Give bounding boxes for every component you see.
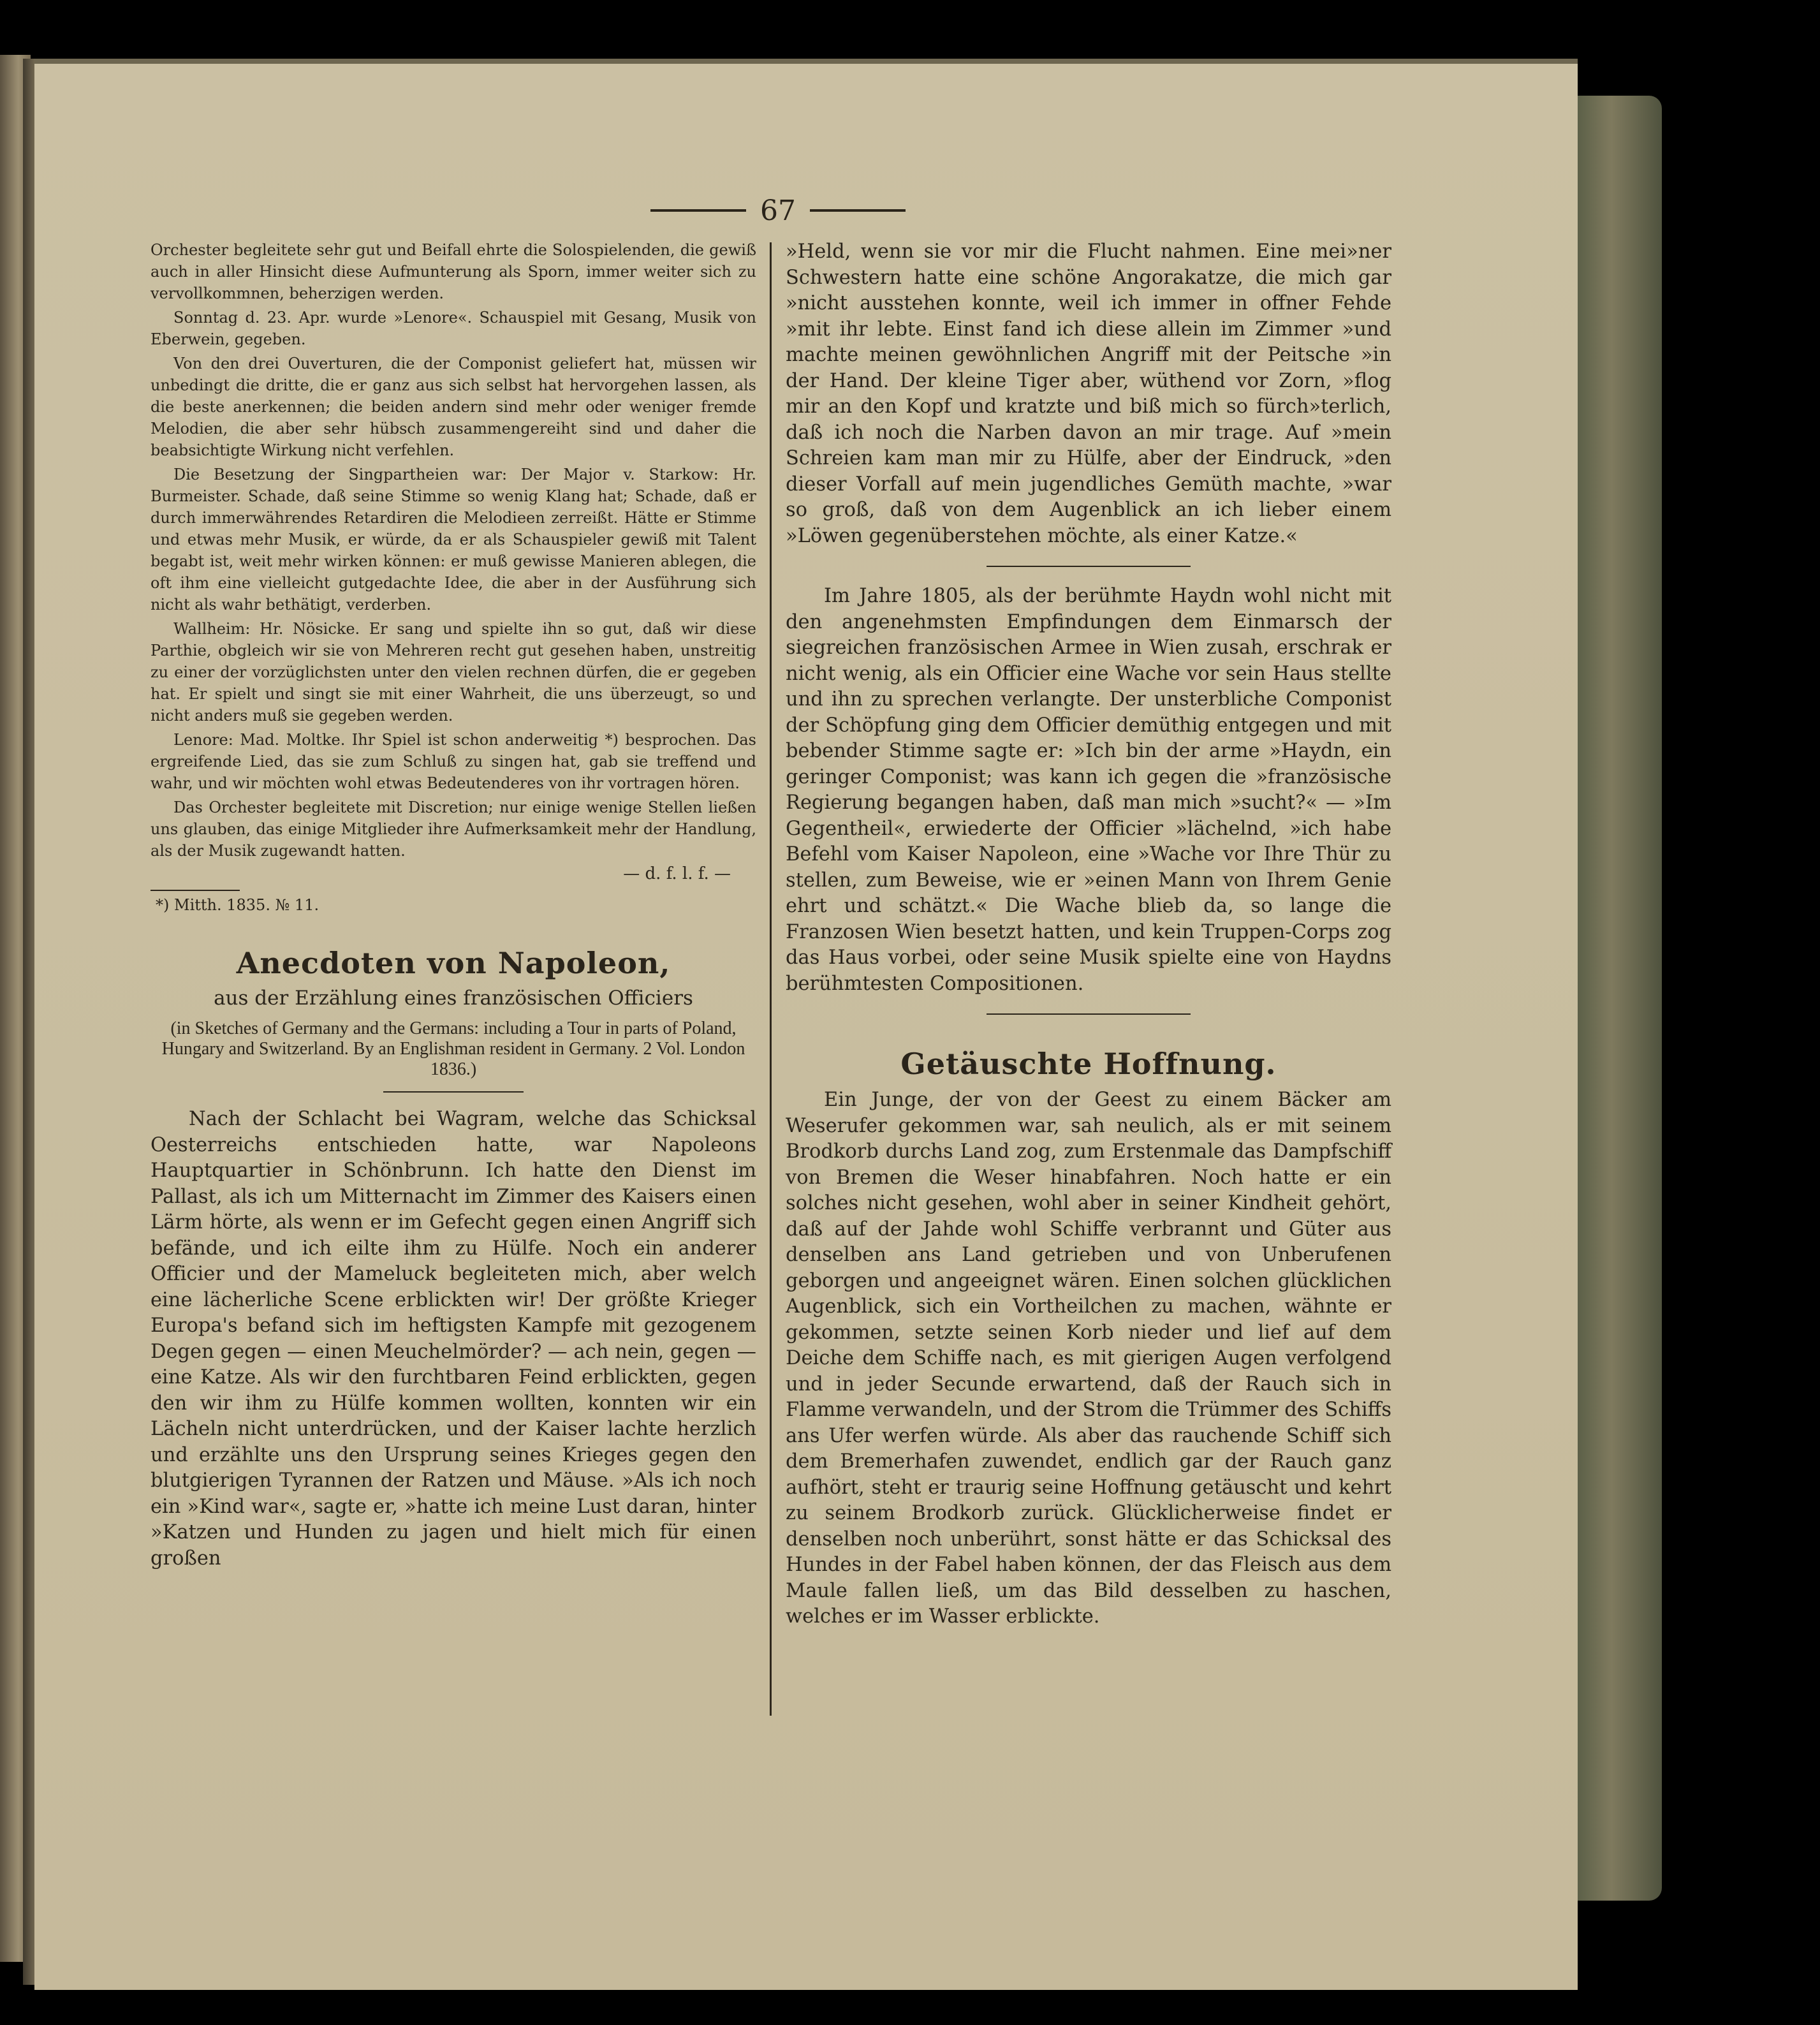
paragraph: Orchester begleitete sehr gut und Beifall ehrte die Solospielenden, die gewiß auch in aller Hinsicht diese Aufmunterung als Sporn, immer weiter sich zu vervollkommnen, beherzigen werden. bbox=[150, 241, 756, 302]
page-number-header bbox=[612, 191, 944, 230]
paragraph: Lenore: Mad. Moltke. Ihr Spiel ist schon anderweitig *) besprochen. Das ergreifende Lied, das sie zum Schluß zu singen hat, gab sie treffend und wahr, und wir möchten wohl etwas Bedeutenderes von ihr vortragen hören. bbox=[150, 731, 756, 792]
article-subheading: aus der Erzählung eines französischen Officiers bbox=[214, 987, 693, 1010]
header-rule-left bbox=[650, 209, 746, 212]
article-paragraph: Nach der Schlacht bei Wagram, welche das Schicksal Oesterreichs entschieden hatte, war Napoleons Hauptquartier in Schönbrunn. Ich hatte den Dienst im Pallast, als ich um Mitternacht im Zimmer des Kaisers einen Lärm hörte, als wenn er im Gefecht gegen einen Angriff sich befände, und ich eilte ihm zu Hülfe. Noch ein anderer Officier und der Mameluck begleiteten mich, aber welch eine lächerliche Scene erblickten wir! Der größte Krieger Europa's befand sich im heftigsten Kampfe mit gezogenem Degen gegen — einen Meuchelmörder? — ach nein, gegen — eine Katze. Als wir den furchtbaren Feind erblickten, gegen den wir ihm zu Hülfe kommen wollten, konnten wir ein Lächeln nicht unterdrücken, und der Kaiser lachte herzlich und erzählte uns den Ursprung seines Krieges gegen den blutgierigen Tyrannen der Ratzen und Mäuse. »Als ich noch ein »Kind war«, sagte er, »hatte ich meine Lust daran, hinter »Katzen und Hunden zu jagen und hielt mich für einen großen bbox=[150, 1108, 756, 1570]
footnote-rule bbox=[150, 890, 240, 891]
header-rule-right bbox=[810, 209, 906, 212]
right-column bbox=[786, 239, 1391, 1634]
paragraph: Das Orchester begleitete mit Discretion; nur einige wenige Stellen ließen uns glauben, das einige Mitglieder ihre Aufmerksamkeit mehr der Handlung, als der Musik zugewandt hatten. bbox=[150, 799, 756, 860]
paragraph: Wallheim: Hr. Nösicke. Er sang und spielte ihn so gut, daß wir diese Parthie, obgleich wir sie von Mehreren recht gut gesehen haben, unstreitig zu einer der vorzüglichsten unter den vielen rechnen dürfen, die er gegeben hat. Er spielt und singt sie mit einer Wahrheit, die uns überzeugt, so und nicht anders muß sie gegeben werden. bbox=[150, 620, 756, 725]
page-number: 67 bbox=[760, 194, 796, 227]
page-fore-edge bbox=[1578, 96, 1662, 1901]
source-rule bbox=[383, 1091, 524, 1093]
left-column bbox=[150, 239, 756, 1575]
paragraph: Von den drei Ouverturen, die der Componist geliefert hat, müssen wir unbedingt die dritte, die er ganz aus sich selbst hat hervorgehen lassen, als die beste anerkennen; die beiden andern sind mehr oder weniger fremde Melodien, die aber sehr hübsch zusammengereiht sind und daher die beabsichtigte Wirkung nicht verfehlen. bbox=[150, 355, 756, 459]
paragraph: Im Jahre 1805, als der berühmte Haydn wohl nicht mit den angenehmsten Empfindungen dem Einmarsch der siegreichen französischen Armee in Wien zusah, erschrak er nicht wenig, als ein Officier eine Wache vor sein Haus stellte und ihn zu sprechen verlangte. Der unsterbliche Componist der Schöpfung ging dem Officier demüthig entgegen und mit bebender Stimme sagte er: »Ich bin der arme »Haydn, ein geringer Componist; was kann ich gegen die »französische Regierung begangen haben, daß man mich »sucht?« — »Im Gegentheil«, erwiederte der Officier »lächelnd, »ich habe Befehl vom Kaiser Napoleon, eine »Wache vor Ihre Thür zu stellen, zum Beweise, wie er »einen Mann von Ihrem Genie ehrt und schätzt.« Die Wache blieb da, so lange die Franzosen Wien besetzt hatten, und kein Truppen-Corps zog das Haus vorbei, oder seine Musik spielte eine von Haydns berühmtesten Compositionen. bbox=[786, 585, 1391, 995]
article-heading-2: Getäuschte Hoffnung. bbox=[900, 1047, 1277, 1081]
paragraph: Sonntag d. 23. Apr. wurde »Lenore«. Schauspiel mit Gesang, Musik von Eberwein, gegeben. bbox=[150, 309, 756, 348]
article-source: (in Sketches of Germany and the Germans: including a Tour in parts of Poland, Hungary and Switzerland. By an Englishman resident in Germany. 2 Vol. London 1836.) bbox=[161, 1019, 745, 1079]
section-rule bbox=[987, 1013, 1191, 1015]
section-rule bbox=[987, 566, 1191, 567]
paragraph: Ein Junge, der von der Geest zu einem Bäcker am Weserufer gekommen war, sah neulich, als er mit seinem Brodkorb durchs Land zog, zum Erstenmale das Dampfschiff von Bremen die Weser hinabfahren. Noch hatte er ein solches nicht gesehen, wohl aber in seiner Kindheit gehört, daß auf der Jahde wohl Schiffe verbrannt und Güter aus denselben ans Land getrieben und von Unberufenen geborgen und angeeignet wären. Einen solchen glücklichen Augenblick, sich ein Vortheilchen zu machen, wähnte er gekommen, setzte seinen Korb nieder und lief auf dem Deiche dem Schiffe nach, es mit gierigen Augen verfolgend und in jeder Secunde erwartend, daß der Rauch sich in Flamme verwandeln, und der Strom die Trümmer des Schiffs ans Ufer werfen würde. Als aber das rauchende Schiff sich dem Bremerhafen zuwendet, endlich gar der Rauch ganz aufhört, steht er traurig seine Hoffnung getäuscht und kehrt zu seinem Brodkorb zurück. Glücklicherweise findet er denselben noch unberührt, sonst hätte er das Schicksal des Hundes in der Fabel haben können, der das Fleisch aus dem Maule fallen ließ, um das Bild desselben zu haschen, welches er im Wasser erblickte. bbox=[786, 1089, 1391, 1628]
paragraph: Die Besetzung der Singpartheien war: Der Major v. Starkow: Hr. Burmeister. Schade, daß seine Stimme so wenig Klang hat; Schade, daß er durch immerwährendes Retardiren die Melodieen zerreißt. Hätte er Stimme und etwas mehr Musik, er würde, da er als Schauspieler gewiß mit Talent begabt ist, weit mehr wirken können: er muß gewisse Manieren ablegen, die oft ihm eine vielleicht gutgedachte Idee, die aber in der Ausführung sich nicht als wahr bethätigt, verderben. bbox=[150, 466, 756, 614]
article-heading: Anecdoten von Napoleon, bbox=[236, 946, 671, 980]
review-signature: — d. f. l. f. — bbox=[623, 864, 731, 883]
column-divider bbox=[770, 242, 772, 1716]
footnote: *) Mitth. 1835. № 11. bbox=[156, 896, 319, 914]
paragraph: »Held, wenn sie vor mir die Flucht nahmen. Eine mei»ner Schwestern hatte eine schöne Angorakatze, die mich gar »nicht ausstehen konnte, weil ich immer in offner Fehde »mit ihr lebte. Einst fand ich diese allein im Zimmer »und machte meinen gewöhnlichen Angriff mit der Peitsche »in der Hand. Der kleine Tiger aber, wüthend vor Zorn, »flog mir an den Kopf und kratzte und biß mich so fürch»terlich, daß ich noch die Narben davon an mir trage. Auf »mein Schreien kam man mir zu Hülfe, aber der Eindruck, »den dieser Vorfall auf mein jugendliches Gemüth machte, »war so groß, daß von dem Augenblick an ich lieber einem »Löwen gegenüberstehen möchte, als einer Katze.« bbox=[786, 240, 1391, 547]
